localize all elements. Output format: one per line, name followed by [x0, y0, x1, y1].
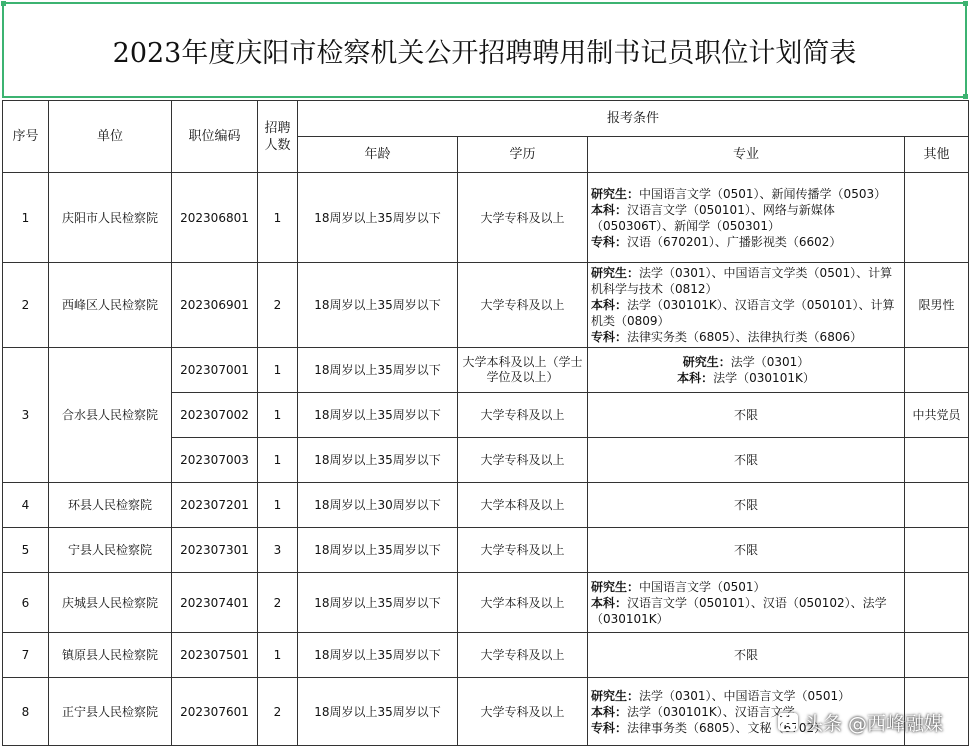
- selection-handle: [1, 1, 6, 6]
- cell-unit: 庆阳市人民检察院: [49, 173, 172, 263]
- cell-age: 18周岁以上35周岁以下: [298, 573, 458, 633]
- cell-major: 不限: [588, 528, 905, 573]
- table-row: [3, 263, 969, 348]
- cell-age: 18周岁以上35周岁以下: [298, 678, 458, 746]
- major-line: 研究生：法学（0301）、中国语言文学（0501）: [591, 688, 851, 703]
- table-row: [3, 528, 969, 573]
- cell-major: [588, 263, 905, 348]
- cell-age: 18周岁以上35周岁以下: [298, 263, 458, 348]
- cell-count: 3: [258, 528, 298, 573]
- cell-code: 202306801: [172, 173, 258, 263]
- cell-count: 1: [258, 483, 298, 528]
- camera-icon: [778, 713, 798, 731]
- cell-code: 202307301: [172, 528, 258, 573]
- cell-code: 202307601: [172, 678, 258, 746]
- cell-other: [905, 348, 969, 393]
- major-line: 研究生：中国语言文学（0501）、新闻传播学（0503）: [591, 186, 887, 201]
- cell-education: 大学专科及以上: [458, 678, 588, 746]
- cell-count: 1: [258, 633, 298, 678]
- cell-seq: 2: [3, 263, 49, 348]
- cell-major: [588, 173, 905, 263]
- cell-education: 大学专科及以上: [458, 438, 588, 483]
- cell-education: 大学专科及以上: [458, 528, 588, 573]
- cell-seq: 6: [3, 573, 49, 633]
- watermark-text: 头条 @西峰融媒: [804, 712, 944, 735]
- header-count: 招聘人数: [258, 101, 298, 173]
- table-row: [3, 483, 969, 528]
- cell-unit: 合水县人民检察院: [49, 348, 172, 483]
- cell-seq: 4: [3, 483, 49, 528]
- cell-major: 不限: [588, 393, 905, 438]
- cell-education: 大学专科及以上: [458, 173, 588, 263]
- watermark: [778, 700, 968, 744]
- major-line: 专科：法律实务类（6805）、法律执行类（6806）: [591, 330, 863, 344]
- major-line: 本科：法学（030101K）: [677, 371, 815, 385]
- cell-education: 大学本科及以上（学士学位及以上）: [458, 348, 588, 393]
- cell-major: 不限: [588, 438, 905, 483]
- major-line: 研究生：中国语言文学（0501）: [591, 579, 766, 594]
- cell-unit: 正宁县人民检察院: [49, 678, 172, 746]
- major-line: 研究生：法学（0301）、中国语言文学类（0501）、计算机科学与技术（0812）: [591, 266, 893, 296]
- cell-age: 18周岁以上35周岁以下: [298, 528, 458, 573]
- cell-seq: 5: [3, 528, 49, 573]
- header-unit: 单位: [49, 101, 172, 173]
- cell-education: 大学本科及以上: [458, 573, 588, 633]
- cell-code: 202307001: [172, 348, 258, 393]
- cell-education: 大学专科及以上: [458, 263, 588, 348]
- cell-other: [905, 528, 969, 573]
- cell-count: 1: [258, 348, 298, 393]
- header-conditions: 报考条件: [298, 101, 969, 137]
- cell-major: 不限: [588, 633, 905, 678]
- cell-age: 18周岁以上35周岁以下: [298, 173, 458, 263]
- cell-count: 1: [258, 438, 298, 483]
- cell-seq: 8: [3, 678, 49, 746]
- cell-code: 202307002: [172, 393, 258, 438]
- cell-major: [588, 348, 905, 393]
- table-row: [3, 348, 969, 393]
- cell-seq: 1: [3, 173, 49, 263]
- header-code: 职位编码: [172, 101, 258, 173]
- major-line: 专科：汉语（670201）、广播影视类（6602）: [591, 234, 842, 249]
- major-line: 本科：法学（030101K）、汉语言文学（050101）、计算机类（0809）: [591, 298, 895, 328]
- cell-unit: 庆城县人民检察院: [49, 573, 172, 633]
- header-major: 专业: [588, 137, 905, 173]
- cell-other: [905, 573, 969, 633]
- cell-unit: 环县人民检察院: [49, 483, 172, 528]
- cell-major: [588, 573, 905, 633]
- table-row: [3, 633, 969, 678]
- cell-code: 202307201: [172, 483, 258, 528]
- document-title: 2023年度庆阳市检察机关公开招聘聘用制书记员职位计划简表: [112, 37, 857, 69]
- cell-age: 18周岁以上35周岁以下: [298, 348, 458, 393]
- table-row: [3, 573, 969, 633]
- cell-code: 202307401: [172, 573, 258, 633]
- cell-count: 2: [258, 678, 298, 746]
- cell-age: 18周岁以上35周岁以下: [298, 633, 458, 678]
- cell-count: 1: [258, 393, 298, 438]
- cell-age: 18周岁以上35周岁以下: [298, 438, 458, 483]
- cell-other: [905, 483, 969, 528]
- header-seq: 序号: [3, 101, 49, 173]
- cell-other: 限男性: [905, 263, 969, 348]
- cell-unit: 宁县人民检察院: [49, 528, 172, 573]
- selection-handle: [963, 94, 968, 99]
- header-education: 学历: [458, 137, 588, 173]
- cell-age: 18周岁以上35周岁以下: [298, 393, 458, 438]
- cell-code: 202307003: [172, 438, 258, 483]
- cell-count: 1: [258, 173, 298, 263]
- cell-count: 2: [258, 263, 298, 348]
- selection-handle: [963, 1, 968, 6]
- cell-education: 大学专科及以上: [458, 633, 588, 678]
- cell-unit: 西峰区人民检察院: [49, 263, 172, 348]
- header-row: [3, 101, 969, 137]
- cell-seq: 7: [3, 633, 49, 678]
- cell-education: 大学专科及以上: [458, 393, 588, 438]
- major-line: 专科：法律事务类（6805）、文秘（6702）: [591, 720, 827, 735]
- document-title-box: [2, 2, 967, 98]
- cell-code: 202306901: [172, 263, 258, 348]
- major-line: 研究生：法学（0301）: [682, 355, 810, 369]
- major-line: 本科：汉语言文学（050101）、网络与新媒体（050306T）、新闻学（050301）: [591, 202, 835, 233]
- header-other: 其他: [905, 137, 969, 173]
- cell-other: [905, 173, 969, 263]
- cell-count: 2: [258, 573, 298, 633]
- position-plan-table: [2, 100, 969, 746]
- cell-code: 202307501: [172, 633, 258, 678]
- major-line: 本科：汉语言文学（050101）、汉语（050102）、法学（030101K）: [591, 595, 887, 626]
- major-line: 本科：法学（030101K）、汉语言文学: [591, 704, 795, 719]
- cell-seq: 3: [3, 348, 49, 483]
- cell-age: 18周岁以上30周岁以下: [298, 483, 458, 528]
- header-age: 年龄: [298, 137, 458, 173]
- cell-unit: 镇原县人民检察院: [49, 633, 172, 678]
- cell-education: 大学本科及以上: [458, 483, 588, 528]
- cell-other: [905, 633, 969, 678]
- table-row: [3, 173, 969, 263]
- cell-other: [905, 438, 969, 483]
- cell-major: 不限: [588, 483, 905, 528]
- cell-other: 中共党员: [905, 393, 969, 438]
